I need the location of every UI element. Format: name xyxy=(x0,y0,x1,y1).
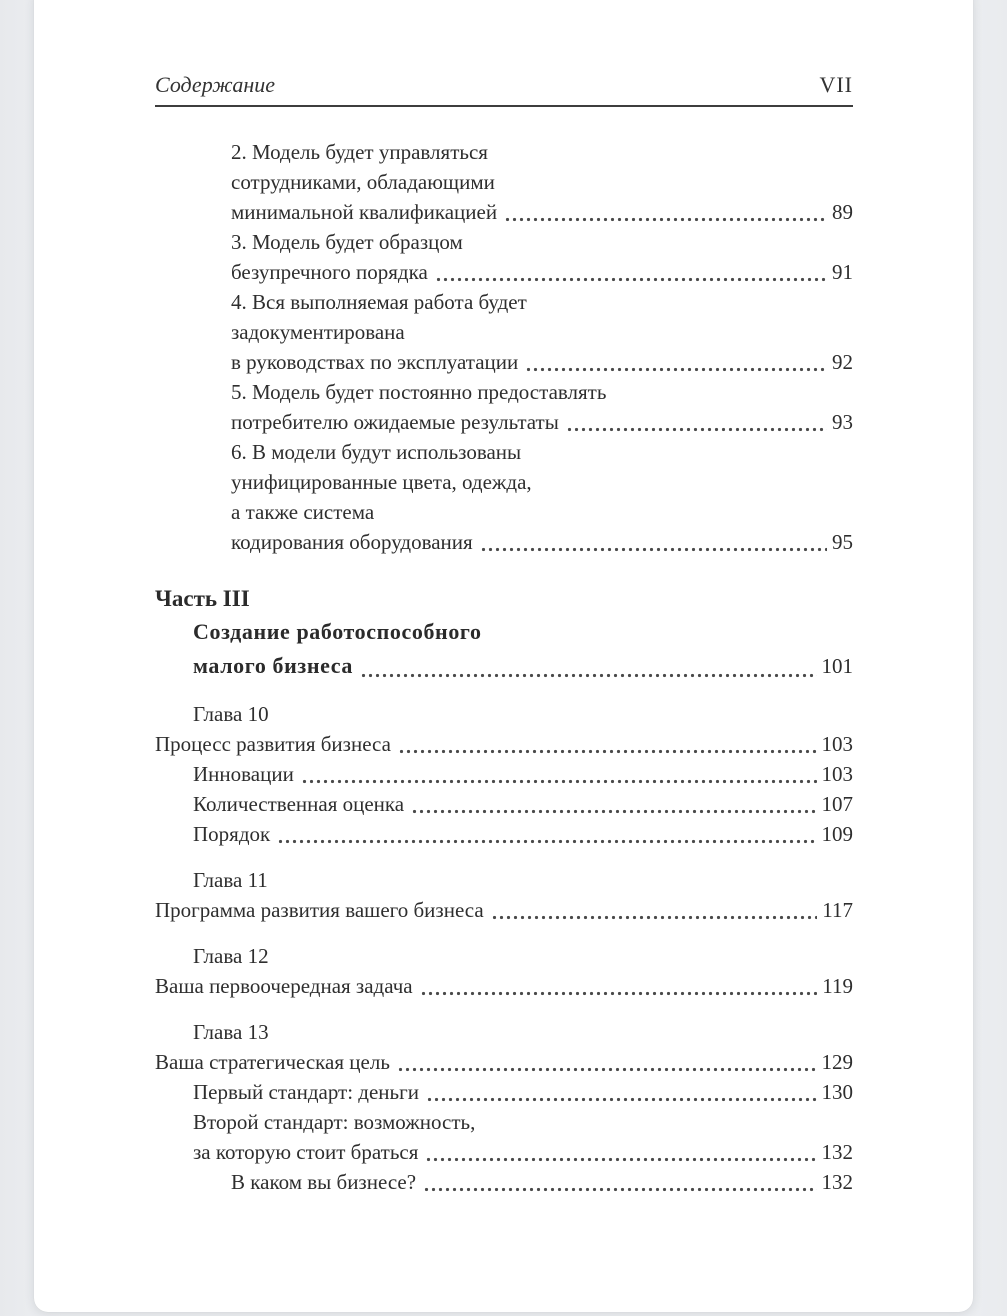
toc-entry-line xyxy=(193,865,853,895)
dot-leader xyxy=(425,1157,816,1162)
header-page-number: VII xyxy=(819,72,853,97)
toc-entry-label: минимальной квалификацией xyxy=(231,200,498,224)
toc-page-number: 109 xyxy=(821,822,853,846)
toc-entry xyxy=(155,895,853,925)
dot-leader xyxy=(420,991,818,996)
toc-entry-line xyxy=(231,1167,853,1197)
page-header xyxy=(155,72,853,98)
toc-entry-line xyxy=(155,971,853,1001)
toc-entry-line xyxy=(193,1137,853,1167)
dot-leader xyxy=(397,1067,817,1072)
toc-entry-line: унифицированные цвета, одежда, xyxy=(231,470,532,494)
toc-entry-line xyxy=(231,407,853,437)
page-content xyxy=(34,0,973,1237)
toc-entry-label: потребителю ожидаемые результаты xyxy=(231,410,559,434)
toc-entry-label: Ваша стратегическая цель xyxy=(155,1050,390,1074)
dot-leader xyxy=(491,915,818,920)
toc-entry-line xyxy=(193,759,853,789)
toc-page-number: 95 xyxy=(832,530,853,554)
toc-entry xyxy=(155,1107,853,1167)
toc-entry-line xyxy=(155,729,853,759)
toc-entry xyxy=(155,583,853,615)
toc-entry xyxy=(155,789,853,819)
toc-entry xyxy=(155,1017,853,1047)
toc-entry-line xyxy=(193,941,853,971)
toc-entry-line xyxy=(193,1017,853,1047)
toc-entry-line xyxy=(193,1077,853,1107)
toc-entry-label: за которую стоит браться xyxy=(193,1140,419,1164)
toc-entry-line xyxy=(231,197,853,227)
toc-page-number: 91 xyxy=(832,260,853,284)
toc-entry xyxy=(155,615,853,683)
toc-section-gap xyxy=(155,849,853,865)
toc-entry-label: Глава 12 xyxy=(193,944,269,968)
toc-entry xyxy=(155,729,853,759)
toc-entry-line: 2. Модель будет управляться xyxy=(231,140,488,164)
toc-entry-label: Глава 13 xyxy=(193,1020,269,1044)
toc-entry-label: кодирования оборудования xyxy=(231,530,473,554)
toc-entry xyxy=(155,437,853,557)
toc-page-number: 117 xyxy=(822,898,853,922)
toc-page-number: 132 xyxy=(821,1140,853,1164)
toc-page-number: 107 xyxy=(821,792,853,816)
toc-entry xyxy=(155,759,853,789)
toc-entry-label: Порядок xyxy=(193,822,271,846)
toc-entry xyxy=(155,971,853,1001)
toc-entry-line: а также система xyxy=(231,500,375,524)
toc-entry-label: Количественная оценка xyxy=(193,792,405,816)
dot-leader xyxy=(435,277,827,282)
toc-page-number: 103 xyxy=(821,732,853,756)
toc-section-gap xyxy=(155,1001,853,1017)
toc-entry-label: Программа развития вашего бизнеса xyxy=(155,898,484,922)
toc-entry-line xyxy=(193,819,853,849)
toc-entry-label: Процесс развития бизнеса xyxy=(155,732,391,756)
toc-entry-line: Создание работоспособного xyxy=(193,619,482,644)
toc-entry xyxy=(155,941,853,971)
toc-section-gap xyxy=(155,557,853,583)
toc-entry-label: Глава 11 xyxy=(193,868,268,892)
toc-page-number: 129 xyxy=(821,1050,853,1074)
toc-page-number: 119 xyxy=(822,974,853,998)
dot-leader xyxy=(411,809,816,814)
toc-entry xyxy=(155,377,853,437)
toc-entry xyxy=(155,287,853,377)
toc-page-number: 89 xyxy=(832,200,853,224)
dot-leader xyxy=(566,427,827,432)
dot-leader xyxy=(398,749,817,754)
toc-section-gap xyxy=(155,925,853,941)
toc-page-number: 132 xyxy=(821,1170,853,1194)
toc-entry-label: в руководствах по эксплуатации xyxy=(231,350,519,374)
toc-entry-line xyxy=(155,1047,853,1077)
toc-entry-line xyxy=(155,895,853,925)
toc-page-number: 103 xyxy=(821,762,853,786)
toc-entry-label: Инновации xyxy=(193,762,294,786)
toc-entry xyxy=(155,865,853,895)
toc-entry-line: 5. Модель будет постоянно предоставлять xyxy=(231,380,607,404)
toc-entry xyxy=(155,819,853,849)
toc-entry xyxy=(155,227,853,287)
header-title: Содержание xyxy=(155,72,276,97)
toc-entry-line xyxy=(231,527,853,557)
toc-entry-line: 3. Модель будет образцом xyxy=(231,230,463,254)
toc-list xyxy=(155,137,853,1197)
toc-entry-line xyxy=(193,789,853,819)
toc-section-gap xyxy=(155,683,853,699)
toc-entry-line: сотрудниками, обладающими xyxy=(231,170,495,194)
dot-leader xyxy=(480,547,827,552)
toc-entry-line xyxy=(193,649,853,683)
toc-page-number: 92 xyxy=(832,350,853,374)
toc-entry-line: 4. Вся выполняемая работа будет xyxy=(231,290,527,314)
dot-leader xyxy=(423,1187,816,1192)
toc-entry xyxy=(155,699,853,729)
toc-entry-line: 6. В модели будут использованы xyxy=(231,440,522,464)
toc-entry xyxy=(155,1077,853,1107)
toc-entry-label: Часть III xyxy=(155,586,250,611)
toc-entry-line: задокументирована xyxy=(231,320,405,344)
book-page xyxy=(34,0,973,1312)
toc-entry-line xyxy=(193,699,853,729)
toc-entry xyxy=(155,137,853,227)
dot-leader xyxy=(426,1097,817,1102)
toc-entry-line xyxy=(231,347,853,377)
dot-leader xyxy=(525,367,827,372)
toc-page-number: 130 xyxy=(821,1080,853,1104)
header-rule xyxy=(155,105,853,107)
toc-entry-label: малого бизнеса xyxy=(193,653,353,678)
toc-entry-label: Первый стандарт: деньги xyxy=(193,1080,419,1104)
toc-entry-label: безупречного порядка xyxy=(231,260,428,284)
toc-entry-line: Второй стандарт: возможность, xyxy=(193,1110,476,1134)
toc-entry-line xyxy=(155,583,853,615)
toc-entry-label: В каком вы бизнесе? xyxy=(231,1170,417,1194)
dot-leader xyxy=(277,839,816,844)
toc-entry-line xyxy=(231,257,853,287)
toc-entry-label: Ваша первоочередная задача xyxy=(155,974,413,998)
toc-entry xyxy=(155,1047,853,1077)
toc-entry-label: Глава 10 xyxy=(193,702,269,726)
dot-leader xyxy=(504,217,827,222)
dot-leader xyxy=(301,779,817,784)
toc-page-number: 101 xyxy=(821,654,853,678)
toc-entry xyxy=(155,1167,853,1197)
toc-page-number: 93 xyxy=(832,410,853,434)
dot-leader xyxy=(360,673,817,678)
